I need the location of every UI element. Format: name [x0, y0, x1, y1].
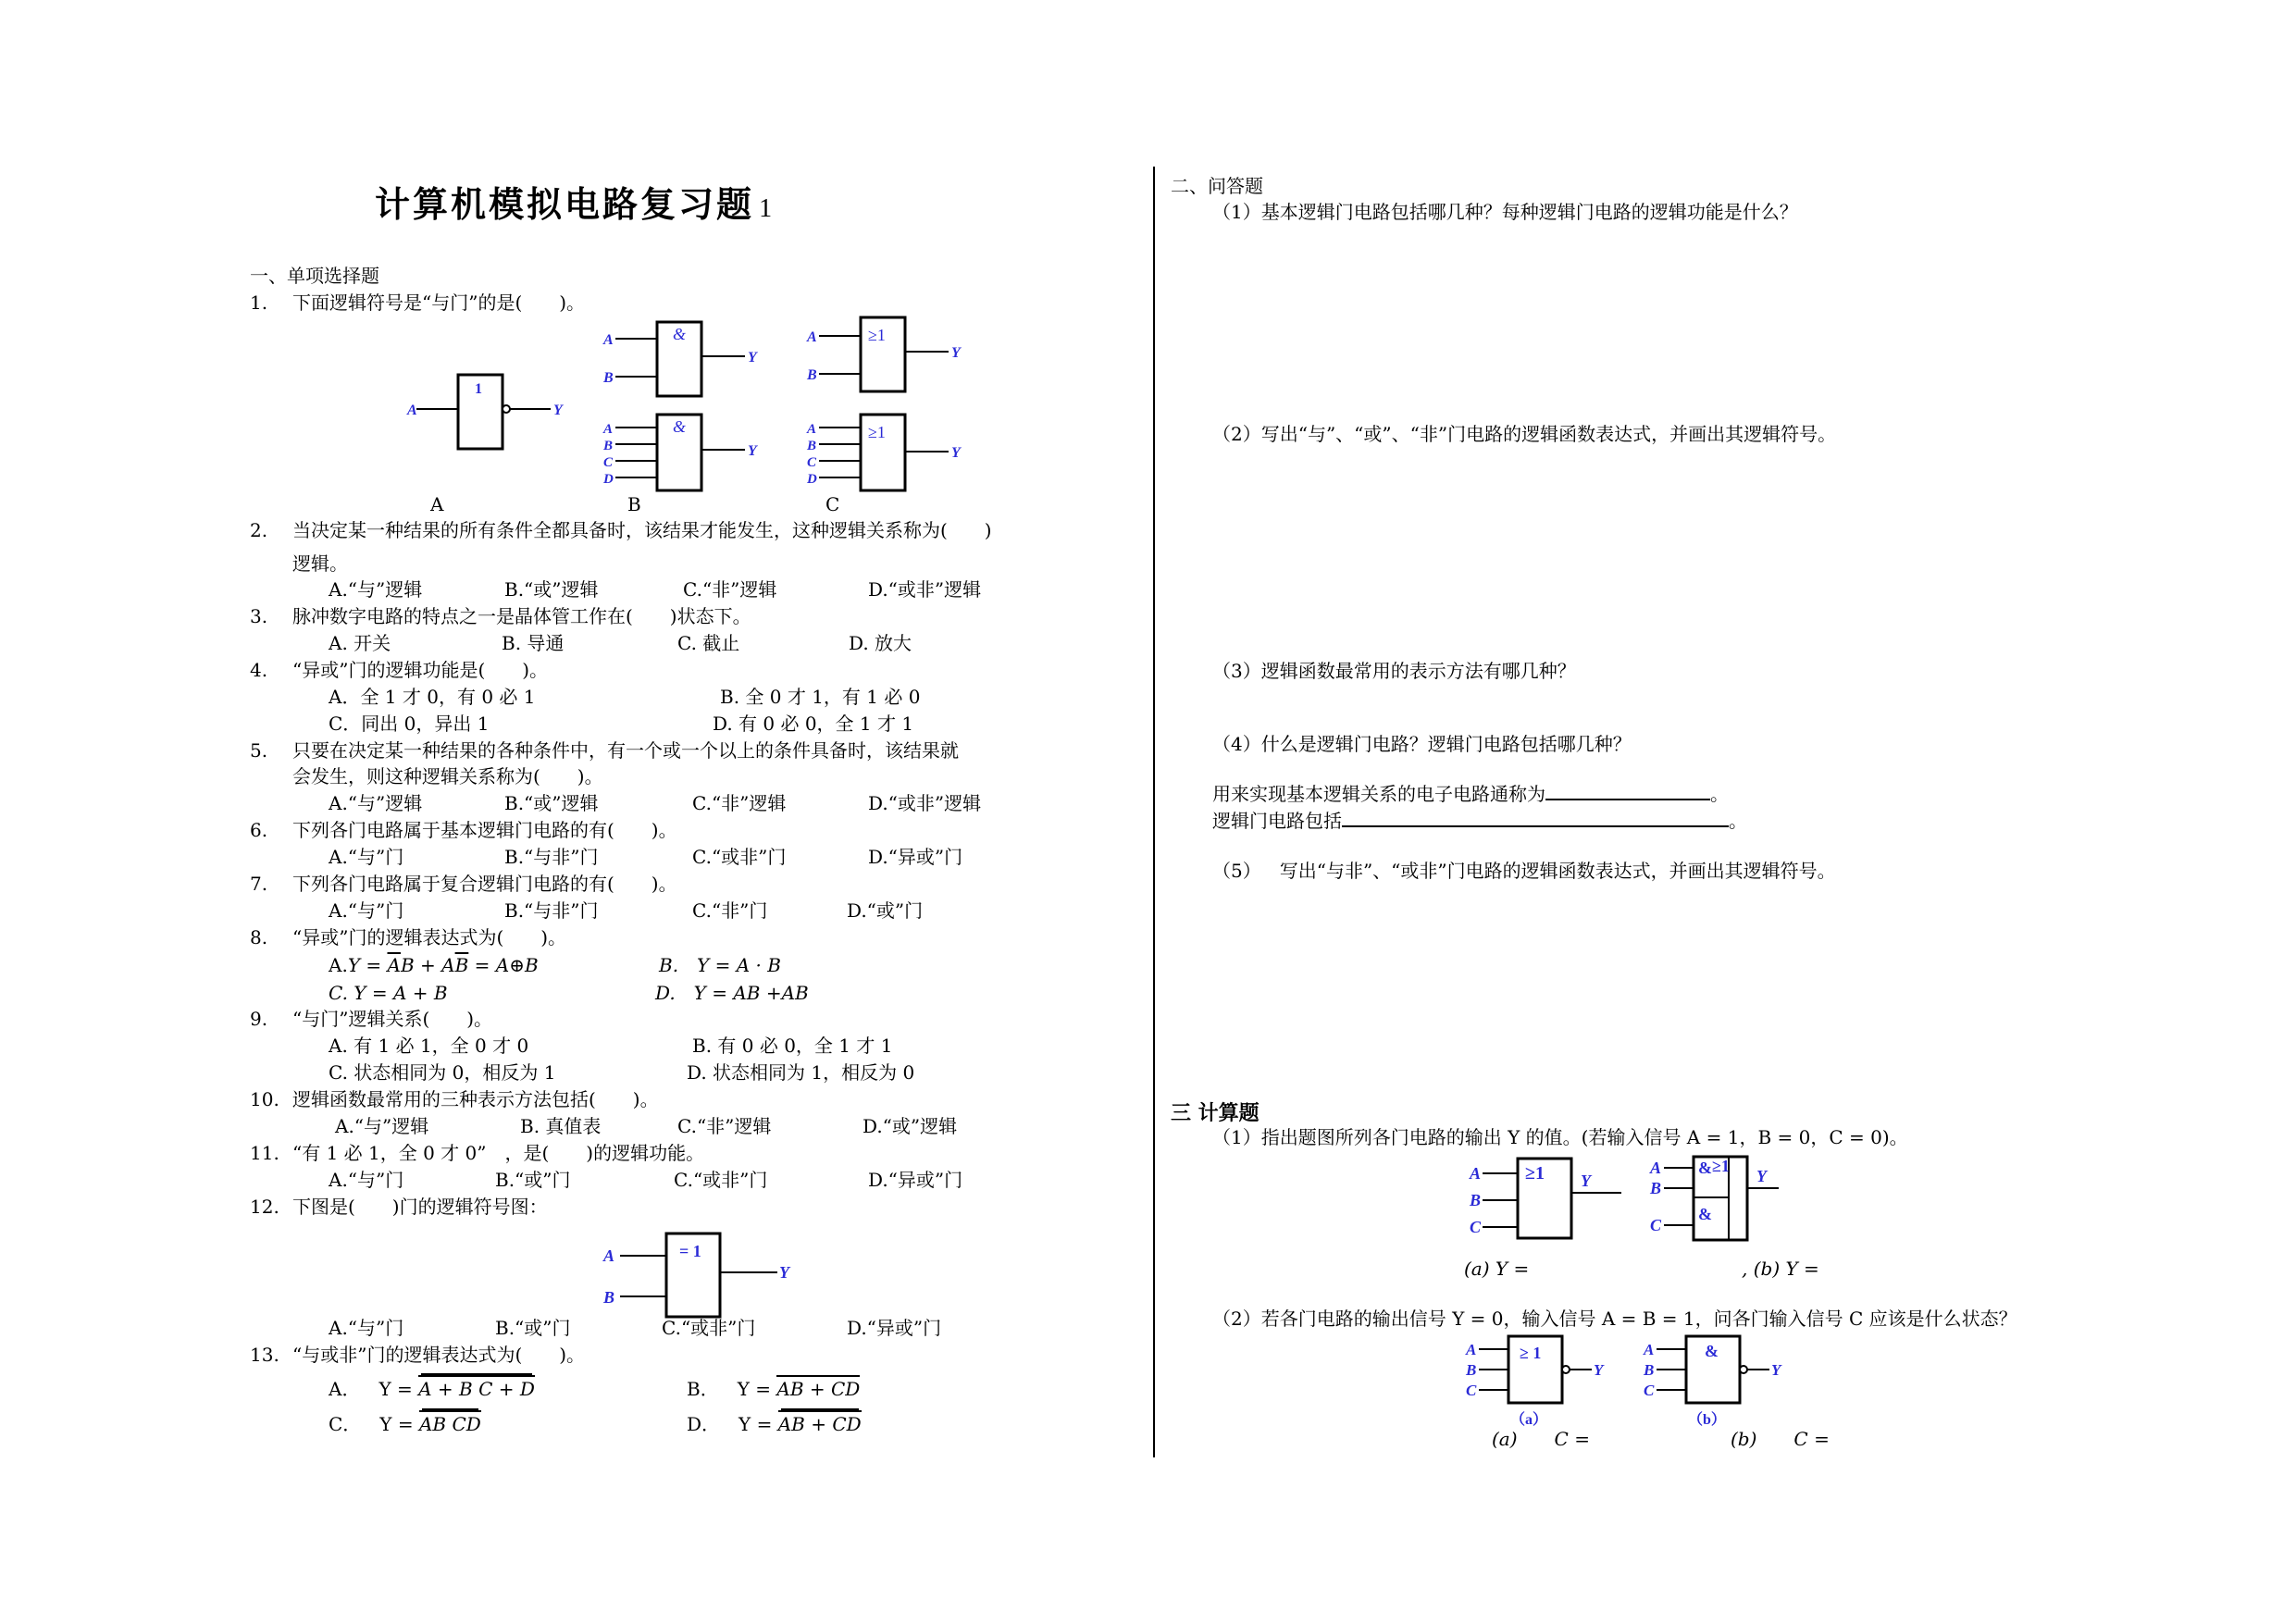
question-11 — [250, 1141, 704, 1165]
q8-opt-c: C. Y = A + B — [329, 982, 448, 1004]
q5-opt-d: D.“或非”逻辑 — [868, 792, 982, 814]
pin-label: B — [807, 367, 817, 383]
pin-label: A — [603, 1246, 615, 1265]
pin-label: Y — [1771, 1361, 1781, 1379]
q10-opt-d: D.“或”逻辑 — [863, 1115, 958, 1137]
title-number: 1 — [759, 194, 773, 223]
pin-label: A — [1650, 1159, 1662, 1177]
pin-label: D — [807, 472, 817, 487]
q13-text: “与或非”门的逻辑表达式为( )。 — [292, 1344, 586, 1366]
q13-opt-a: A． Y = A + B C + D — [329, 1377, 535, 1401]
s3-q2-gates — [1462, 1331, 1814, 1432]
q2-opt-a: A.“与”逻辑 — [329, 578, 423, 601]
gate-b2-mark: & — [673, 417, 687, 436]
q10-text: 逻辑函数最常用的三种表示方法包括( )。 — [292, 1088, 659, 1110]
fill-blank-2[interactable] — [1342, 809, 1729, 827]
question-9 — [250, 1007, 492, 1031]
q8-text: “异或”门的逻辑表达式为( )。 — [292, 926, 567, 948]
pin-label: A — [603, 332, 614, 348]
q5-opt-c: C.“非”逻辑 — [692, 792, 787, 814]
fill-blank-1[interactable] — [1545, 782, 1710, 800]
pin-label: A — [1644, 1341, 1655, 1358]
q3-opt-b: B. 导通 — [502, 632, 565, 654]
pin-label: B — [1650, 1179, 1662, 1197]
gate-a-not — [406, 375, 564, 449]
s2-fill-1: 用来实现基本逻辑关系的电子电路通称为 。 — [1212, 783, 1729, 805]
pin-label: C — [603, 455, 614, 470]
pin-label: B — [603, 439, 614, 453]
pin-label: A — [603, 422, 614, 437]
q11-opt-c: C.“或非”门 — [674, 1169, 768, 1191]
s3-q2-caption-b: (b) C = — [1731, 1428, 1830, 1450]
q4-opt-c: C．同出 0，异出 1 — [329, 713, 490, 735]
q3-text: 脉冲数字电路的特点之一是晶体管工作在( )状态下。 — [292, 605, 751, 627]
q7-opt-a: A.“与”门 — [329, 899, 404, 922]
q5-number: 5. — [250, 739, 268, 762]
q6-opt-a: A.“与”门 — [329, 846, 404, 868]
question-2 — [250, 518, 992, 542]
q8-opt-a: $A.Y = \overline{A}B + A\overline{B}$ = A⊕B — [329, 954, 539, 976]
s2-q4: （4）什么是逻辑门电路？逻辑门电路包括哪几种？ — [1212, 733, 1632, 755]
pin-label: Y — [748, 350, 757, 366]
q2-line1: 当决定某一种结果的所有条件全都具备时，该结果才能发生，这种逻辑关系称为( ) — [292, 519, 992, 541]
column-divider — [1153, 167, 1155, 1457]
gate-b-mark: & — [673, 325, 687, 343]
section1-heading: 一、单项选择题 — [250, 265, 379, 287]
q7-number: 7. — [250, 873, 268, 895]
q10-opt-a: A.“与”逻辑 — [335, 1115, 429, 1137]
q4-opt-a: A．全 1 才 0，有 0 必 1 — [329, 686, 536, 708]
q3-opt-c: C. 截止 — [677, 632, 740, 654]
section2-heading: 二、问答题 — [1171, 175, 1263, 197]
pin-label: B — [1644, 1361, 1655, 1379]
question-12 — [250, 1195, 548, 1219]
title-text: 计算机模拟电路复习题 — [375, 184, 755, 225]
gate-a-mark: 1 — [475, 381, 482, 397]
q9-number: 9. — [250, 1008, 268, 1030]
q6-opt-c: C.“或非”门 — [692, 846, 787, 868]
q13-opt-c: C． Y = AB CD — [329, 1412, 481, 1436]
s3-q1-caption-a: (a) Y = — [1464, 1258, 1530, 1280]
s2-q5: （5） 写出“与非”、“或非”门电路的逻辑函数表达式，并画出其逻辑符号。 — [1212, 860, 1836, 882]
q10-number: 10. — [250, 1088, 279, 1110]
s2-q3: （3）逻辑函数最常用的表示方法有哪几种？ — [1212, 660, 1576, 682]
q7-opt-d: D.“或”门 — [847, 899, 924, 922]
q1-text: 下面逻辑符号是“与门”的是( )。 — [292, 291, 586, 314]
q1-number: 1. — [250, 291, 268, 314]
q1-label-c: C — [825, 493, 840, 515]
s3-q1-caption-b: , (b) Y = — [1742, 1258, 1819, 1280]
gate-c-mark: ≥1 — [868, 326, 886, 344]
q8-number: 8. — [250, 926, 268, 948]
q2-opt-c: C.“非”逻辑 — [683, 578, 777, 601]
q13-number: 13. — [250, 1344, 279, 1366]
q9-opt-b: B. 有 0 必 0，全 1 才 1 — [692, 1035, 893, 1057]
q6-opt-b: B.“与非”门 — [504, 846, 599, 868]
q7-text: 下列各门电路属于复合逻辑门电路的有( )。 — [292, 873, 677, 895]
s3q2-label-a: （a） — [1510, 1412, 1548, 1428]
pin-label: Y — [779, 1263, 789, 1282]
q12-gate-mark: = 1 — [679, 1242, 701, 1260]
s3-gate-a-or — [1469, 1159, 1621, 1238]
pin-label: A — [407, 403, 417, 418]
gate-b-and2 — [602, 322, 758, 396]
gate-c-or4 — [806, 415, 962, 490]
pin-label: Y — [553, 403, 563, 418]
q11-number: 11. — [250, 1142, 279, 1164]
s3-q1-gates — [1462, 1151, 1814, 1253]
q7-opt-c: C.“非”门 — [692, 899, 768, 922]
s3q2-gate-a-nor — [1465, 1336, 1605, 1428]
pin-label: B — [603, 370, 614, 386]
s3a-mark: ≥1 — [1525, 1163, 1545, 1184]
q2-opt-d: D.“或非”逻辑 — [868, 578, 982, 601]
q4-opt-b: B. 全 0 才 1，有 1 必 0 — [720, 686, 921, 708]
q11-opt-b: B.“或”门 — [495, 1169, 571, 1191]
q1-gate-diagram — [398, 315, 990, 509]
s3q2-label-b: （b） — [1688, 1412, 1726, 1428]
q12-text: 下图是( )门的逻辑符号图： — [292, 1196, 548, 1218]
q5-opt-a: A.“与”逻辑 — [329, 792, 423, 814]
pin-label: Y — [748, 443, 757, 459]
section3-heading: 三 计算题 — [1171, 1102, 1260, 1125]
q13-opt-b: B． Y = AB + CD — [687, 1377, 860, 1401]
q12-opt-a: A.“与”门 — [329, 1317, 404, 1339]
gate-c-or2 — [806, 317, 962, 391]
q8-opt-b: B. Y = A · B — [659, 954, 781, 976]
gate-c2-mark: ≥1 — [868, 423, 886, 441]
s2-q1: （1）基本逻辑门电路包括哪几种？每种逻辑门电路的逻辑功能是什么？ — [1212, 201, 1798, 223]
pin-label: A — [807, 422, 817, 437]
q10-opt-c: C.“非”逻辑 — [677, 1115, 772, 1137]
pin-label: A — [807, 329, 817, 345]
q6-number: 6. — [250, 819, 268, 841]
q3-opt-d: D. 放大 — [849, 632, 912, 654]
s3b-mark-and2: & — [1698, 1205, 1712, 1223]
question-8 — [250, 925, 566, 949]
question-13 — [250, 1343, 585, 1367]
s3b-mark-or: ≥1 — [1712, 1157, 1730, 1175]
q5-line1: 只要在决定某一种结果的各种条件中，有一个或一个以上的条件具备时，该结果就 — [292, 739, 959, 762]
q12-xor-gate — [592, 1226, 805, 1323]
q6-text: 下列各门电路属于基本逻辑门电路的有( )。 — [292, 819, 677, 841]
pin-label: C — [1644, 1382, 1655, 1399]
q8-opt-d: D. Y = AB +AB — [655, 982, 809, 1004]
s3-gate-b-andor — [1649, 1157, 1779, 1240]
pin-label: B — [603, 1288, 615, 1307]
s3q2b-mark: & — [1705, 1342, 1719, 1360]
s3q2a-mark: ≥ 1 — [1520, 1344, 1542, 1362]
q5-line2: 会发生，则这种逻辑关系称为( )。 — [292, 765, 603, 787]
gate-b-and4 — [602, 415, 758, 490]
s3-q2: （2）若各门电路的输出信号 Y = 0，输入信号 A = B = 1，问各门输入信号 C 应该是什么状态？ — [1212, 1308, 2017, 1330]
q1-label-b: B — [627, 493, 641, 515]
pin-label: Y — [1581, 1172, 1591, 1190]
q13-opt-d: D． Y = AB + CD — [687, 1412, 862, 1436]
pin-label: Y — [951, 345, 961, 361]
q12-number: 12. — [250, 1196, 279, 1218]
question-5 — [250, 738, 959, 762]
pin-label: C — [1470, 1218, 1482, 1236]
q6-opt-d: D.“异或”门 — [868, 846, 963, 868]
question-10 — [250, 1087, 659, 1111]
q9-opt-d: D. 状态相同为 1，相反为 0 — [687, 1061, 915, 1084]
page-title — [375, 176, 772, 227]
pin-label: C — [1466, 1382, 1477, 1399]
q9-text: “与门”逻辑关系( )。 — [292, 1008, 493, 1030]
s2-fill-2: 逻辑门电路包括 。 — [1212, 810, 1747, 832]
pin-label: A — [1466, 1341, 1477, 1358]
pin-label: Y — [951, 445, 961, 461]
q11-opt-a: A.“与”门 — [329, 1169, 404, 1191]
q4-text: “异或”门的逻辑功能是( )。 — [292, 659, 549, 681]
pin-label: D — [603, 472, 614, 487]
q2-line2: 逻辑。 — [292, 552, 348, 575]
pin-label: Y — [1756, 1167, 1767, 1185]
question-4 — [250, 658, 548, 682]
pin-label: C — [1650, 1216, 1662, 1234]
q12-opt-c: C.“或非”门 — [662, 1317, 756, 1339]
q11-opt-d: D.“异或”门 — [868, 1169, 963, 1191]
q5-opt-b: B.“或”逻辑 — [504, 792, 599, 814]
pin-label: B — [807, 439, 817, 453]
q1-label-a: A — [430, 493, 444, 515]
q3-opt-a: A. 开关 — [329, 632, 391, 654]
q2-opt-b: B.“或”逻辑 — [504, 578, 599, 601]
pin-label: A — [1470, 1164, 1482, 1183]
q12-opt-b: B.“或”门 — [495, 1317, 571, 1339]
pin-label: B — [1470, 1191, 1482, 1209]
question-3 — [250, 604, 751, 628]
q4-number: 4. — [250, 659, 268, 681]
question-6 — [250, 818, 677, 842]
q2-number: 2. — [250, 519, 268, 541]
s3q2-gate-b-nand — [1643, 1336, 1782, 1428]
q12-opt-d: D.“异或”门 — [847, 1317, 942, 1339]
question-7 — [250, 872, 677, 896]
s3-q1: （1）指出题图所列各门电路的输出 Y 的值。(若输入信号 A = 1，B = 0，C = 0)。 — [1212, 1126, 1908, 1148]
q10-opt-b: B. 真值表 — [520, 1115, 602, 1137]
s3b-mark-and: & — [1698, 1159, 1712, 1177]
question-1 — [250, 291, 585, 315]
q7-opt-b: B.“与非”门 — [504, 899, 599, 922]
q9-opt-a: A. 有 1 必 1，全 0 才 0 — [329, 1035, 529, 1057]
pin-label: C — [807, 455, 817, 470]
s2-q2: （2）写出“与”、“或”、“非”门电路的逻辑函数表达式，并画出其逻辑符号。 — [1212, 423, 1837, 445]
pin-label: Y — [1594, 1361, 1604, 1379]
s3-q2-caption-a: (a) C = — [1492, 1428, 1590, 1450]
q4-opt-d: D. 有 0 必 0，全 1 才 1 — [713, 713, 914, 735]
q3-number: 3. — [250, 605, 268, 627]
q9-opt-c: C. 状态相同为 0，相反为 1 — [329, 1061, 556, 1084]
pin-label: B — [1466, 1361, 1477, 1379]
q11-text: “有 1 必 1，全 0 才 0” ，是( )的逻辑功能。 — [292, 1142, 705, 1164]
